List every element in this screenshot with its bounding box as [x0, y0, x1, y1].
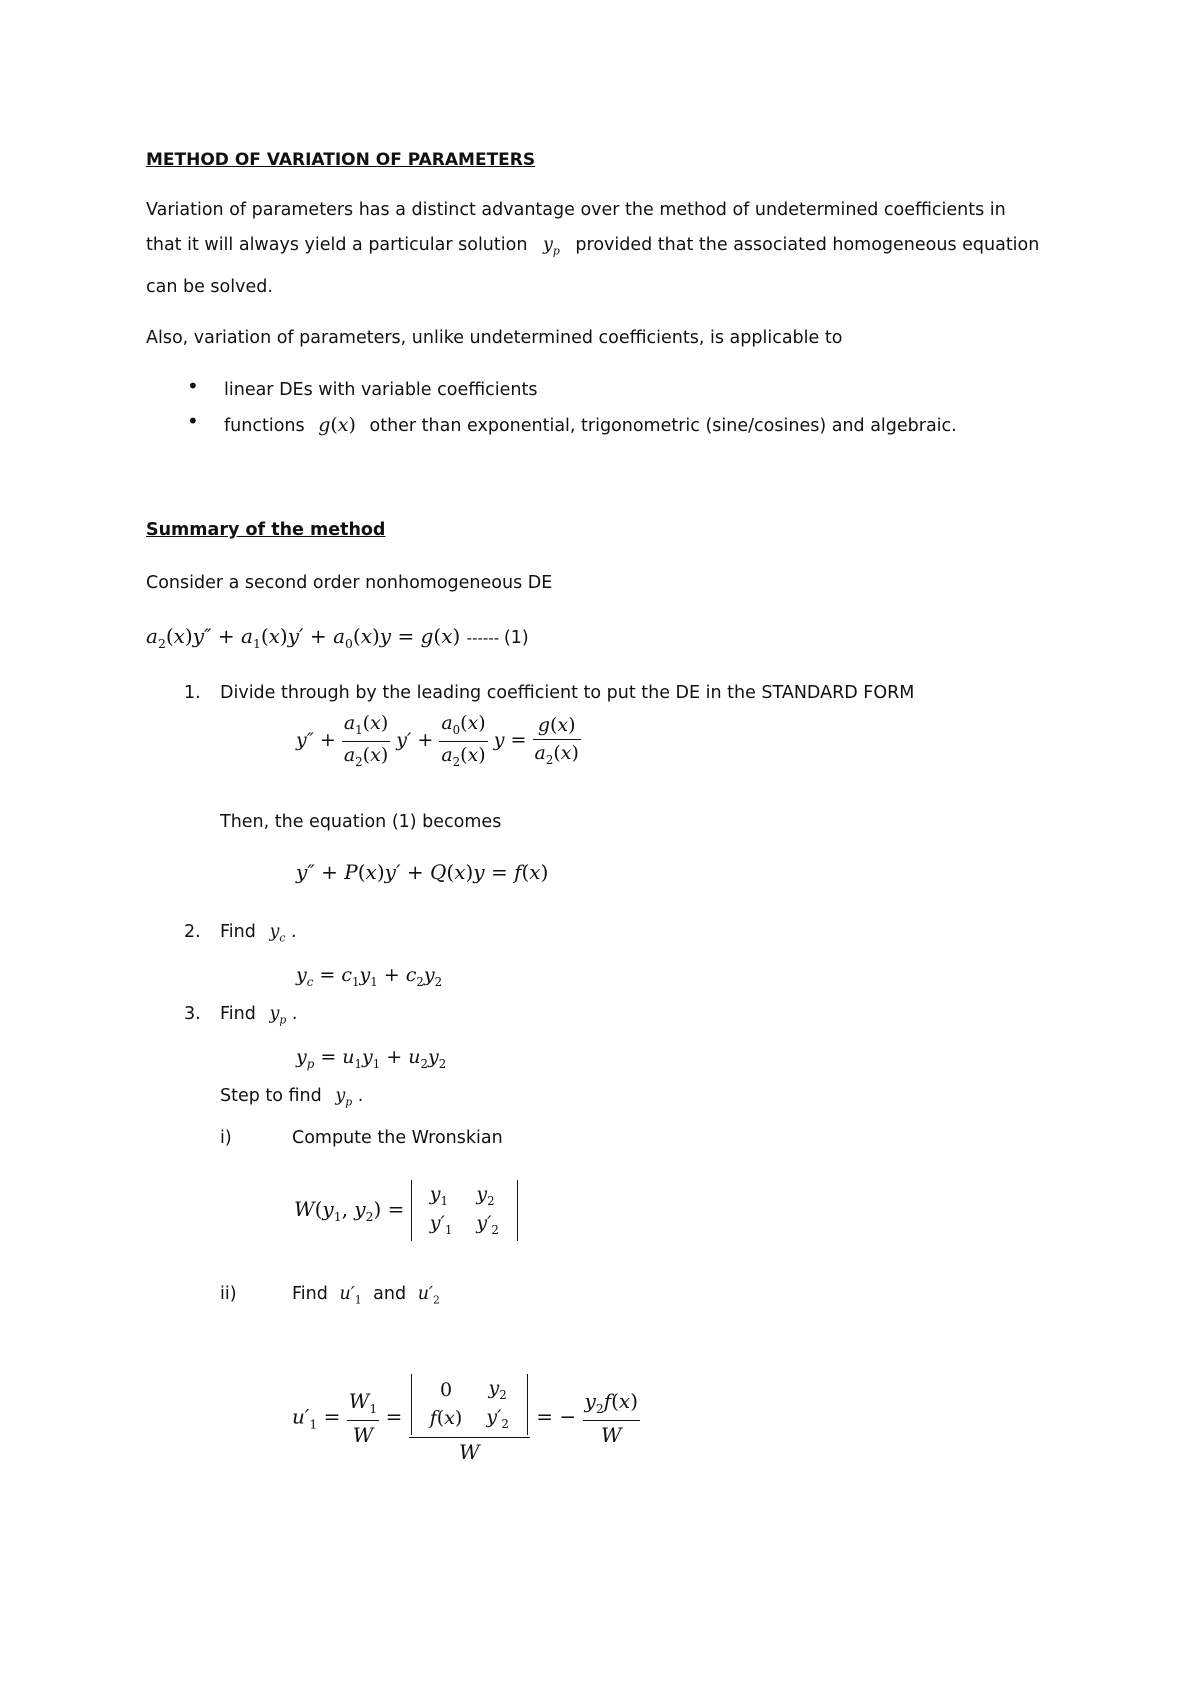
yc-equation: $y_c = c_1y_1 + c_2y_2$ — [296, 964, 443, 989]
wronskian-determinant: $y_1$ $y_2$ $y'_1$ $y'_2$ — [411, 1180, 518, 1241]
intro-line-2 — [146, 237, 1039, 257]
u1-prime-symbol: $u'_1$ — [339, 1284, 362, 1307]
w1-determinant: 0 $y_2$ f(x) $y'_2$ — [411, 1374, 528, 1435]
step-3-number: 3. — [184, 1004, 201, 1024]
yp-symbol: $y_p$ — [335, 1086, 353, 1109]
fraction: $\frac{W_1}{W}$ — [348, 1389, 378, 1447]
step-3-line — [220, 1006, 297, 1026]
bullet-item-2-start: functions — [224, 416, 305, 436]
reduced-equation: y″ + P(x)y′ + Q(x)y = f(x) — [296, 860, 549, 884]
intro-line-3: can be solved. — [146, 277, 273, 297]
step-1-text: Divide through by the leading coefficient to put the DE in the STANDARD FORM — [220, 683, 915, 703]
substep-ii-number: ii) — [220, 1284, 237, 1304]
period: . — [285, 922, 297, 942]
step-2-text: Find — [220, 922, 256, 942]
page-title: METHOD OF VARIATION OF PARAMETERS — [146, 150, 536, 170]
summary-heading: Summary of the method — [146, 520, 386, 540]
fraction: $\frac{y_2f(x)}{W}$ — [584, 1389, 639, 1447]
wronskian-equation: $W(y_1$, $y_2$) = $y_1$ $y_2$ $y'_1$ $y'_2$ — [294, 1180, 518, 1241]
intro-line-2-end: provided that the associated homogeneous equation — [575, 235, 1040, 255]
yp-symbol: $y_p$ — [269, 1004, 287, 1027]
substep-ii-text: Find — [292, 1284, 328, 1304]
substep-i-text: Compute the Wronskian — [292, 1128, 503, 1148]
intro-line-1: Variation of parameters has a distinct advantage over the method of undetermined coefficients in — [146, 200, 1006, 220]
standard-form-equation: y″ + $\frac{a_1(x)}{a_2(x)}$ y′ + $\frac{a_0(x)}{a_2(x)}$ y = $\frac{g(x)}{a_2(x)}$ — [296, 712, 579, 769]
step-3-text: Find — [220, 1004, 256, 1024]
step-2-line — [220, 924, 297, 944]
equation-1-label: (1) — [503, 628, 529, 648]
substep-i-number: i) — [220, 1128, 232, 1148]
step-2-number: 2. — [184, 922, 201, 942]
fraction: $\frac{a_0(x)}{a_2(x)}$ — [441, 712, 486, 769]
equation-1 — [146, 626, 529, 650]
step-find-line — [220, 1088, 363, 1108]
u2-prime-symbol: $u'_2$ — [417, 1284, 440, 1307]
then-text: Then, the equation (1) becomes — [220, 812, 502, 832]
fraction: $\frac{g(x)}{a_2(x)}$ — [534, 713, 579, 767]
step-1-number: 1. — [184, 683, 201, 703]
equation-1-dashes: ------ — [466, 629, 504, 647]
bullet-item-1: linear DEs with variable coefficients — [224, 380, 538, 400]
applicability-text: Also, variation of parameters, unlike undetermined coefficients, is applicable to — [146, 328, 843, 348]
yp-symbol: $y_p$ — [543, 235, 560, 258]
substep-ii-line — [292, 1286, 440, 1306]
bullet-dot: • — [187, 409, 199, 433]
yp-equation: $y_p = u_1y_1 + u_2y_2$ — [296, 1046, 447, 1071]
bullet-item-2 — [224, 416, 957, 436]
g-of-x: g(x) — [318, 414, 356, 436]
step-find-text: Step to find — [220, 1086, 322, 1106]
and-text: and — [373, 1284, 407, 1304]
fraction: 0 $y_2$ f(x) $y'_2$ W — [409, 1374, 530, 1462]
bullet-item-2-end: other than exponential, trigonometric (sine/cosines) and algebraic. — [369, 416, 957, 436]
equation-1-math: $a_2(x)y'' + a_1(x)y' + a_0(x)y = g(x)$ — [146, 624, 461, 651]
consider-text: Consider a second order nonhomogeneous DE — [146, 573, 553, 593]
u1-prime-formula: $u'_1$ = $\frac{W_1}{W}$ = 0 $y_2$ f(x) $y'_2$ W = − $\frac{y_2f(x)}{W}$ — [292, 1374, 640, 1462]
period: . — [352, 1086, 364, 1106]
yc-symbol: $y_c$ — [269, 922, 286, 945]
intro-line-2-start: that it will always yield a particular solution — [146, 235, 528, 255]
fraction: $\frac{a_1(x)}{a_2(x)}$ — [343, 712, 389, 769]
bullet-dot: • — [187, 374, 199, 398]
period: . — [286, 1004, 298, 1024]
